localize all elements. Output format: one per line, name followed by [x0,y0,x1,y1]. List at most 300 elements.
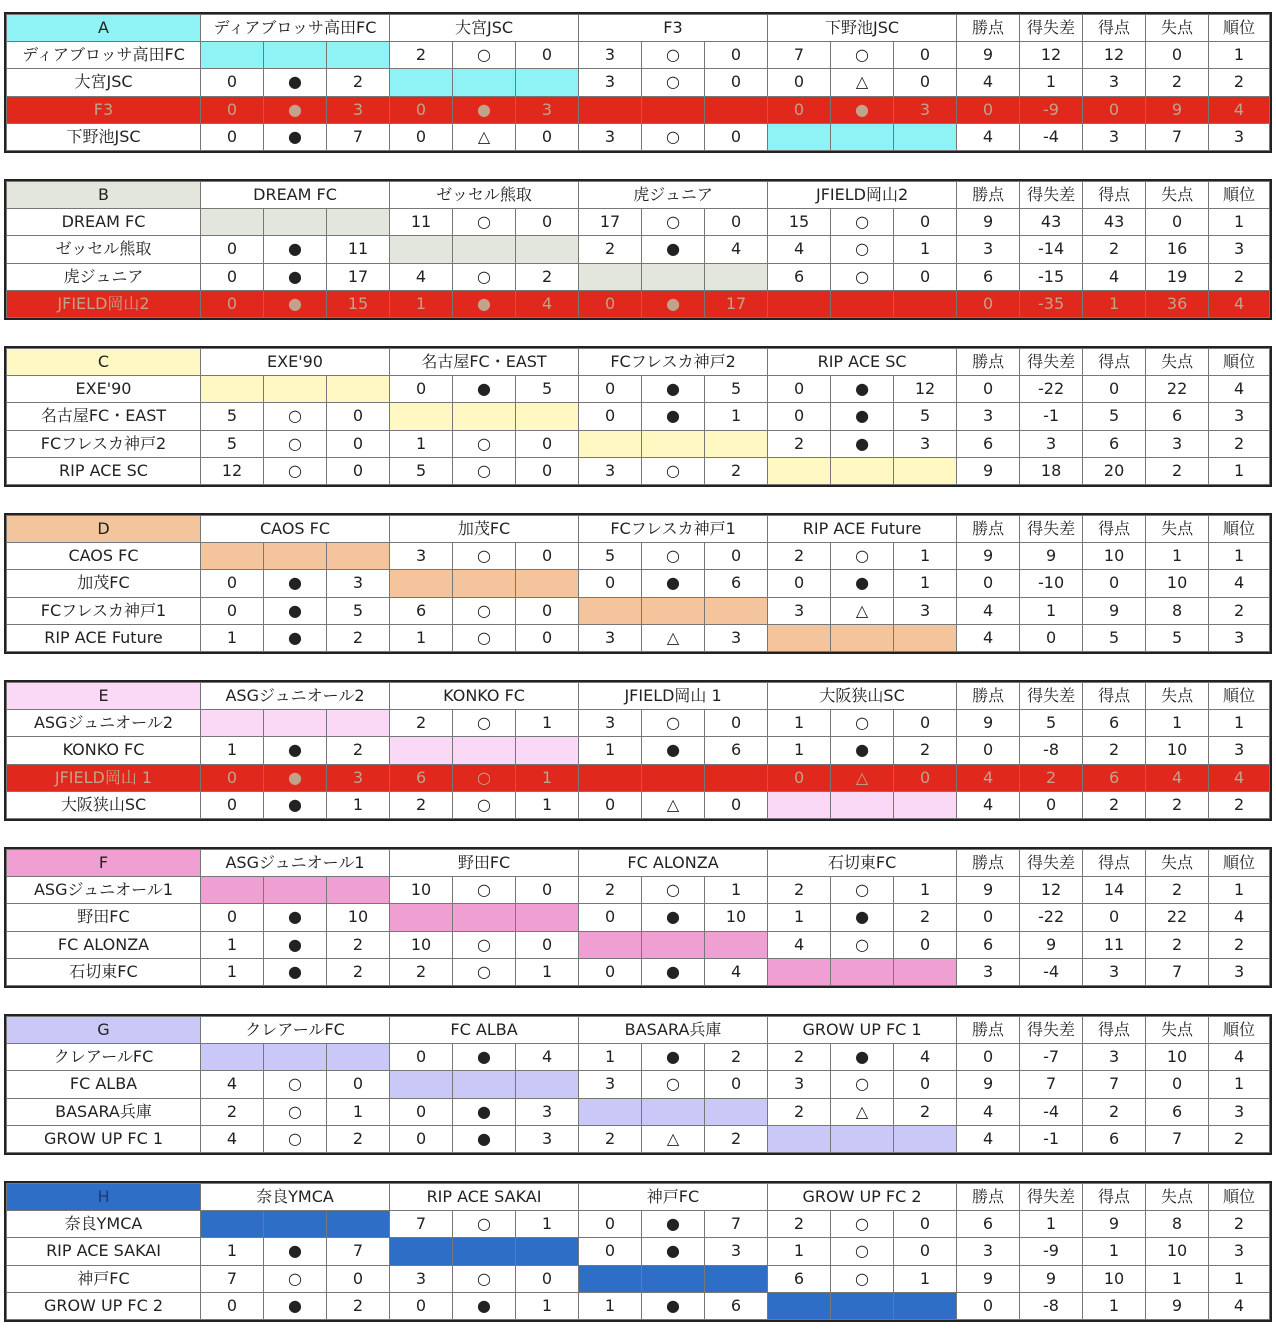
stat-value: -22 [1020,376,1083,403]
result-mark: ○ [264,430,327,457]
result-mark: ● [831,904,894,931]
stat-value: 0 [1146,1071,1209,1098]
stat-value: 3 [1209,123,1270,150]
result-mark: △ [453,123,516,150]
goals-against: 0 [516,931,579,958]
opponent-header: RIP ACE SC [768,349,957,376]
opponent-header: ディアブロッサ高田FC [201,15,390,42]
team-name: 加茂FC [7,570,201,597]
group-name: A [7,15,201,42]
stat-value: 0 [1083,96,1146,123]
self-match-cell [516,1238,579,1265]
stat-header: 順位 [1209,850,1270,877]
goals-against: 0 [705,543,768,570]
stat-value: 6 [957,263,1020,290]
self-match-cell [264,1211,327,1238]
self-match-cell [264,376,327,403]
goals-for: 0 [768,570,831,597]
stat-value: 0 [957,96,1020,123]
goals-against: 0 [705,209,768,236]
goals-for: 1 [579,1044,642,1071]
stat-header: 勝点 [957,516,1020,543]
team-name: EXE'90 [7,376,201,403]
team-name: 奈良YMCA [7,1211,201,1238]
stat-value: 7 [1020,1071,1083,1098]
self-match-cell [327,376,390,403]
self-match-cell [768,958,831,985]
team-row [7,1071,1270,1098]
team-row [7,1044,1270,1071]
stat-header: 勝点 [957,15,1020,42]
team-row [7,1238,1270,1265]
result-mark: ● [642,1292,705,1319]
team-name: CAOS FC [7,543,201,570]
goals-against: 2 [327,1125,390,1152]
result-mark: ● [831,1044,894,1071]
result-mark: ● [642,904,705,931]
goals-for: 7 [390,1211,453,1238]
team-row [7,710,1270,737]
result-mark: ● [453,96,516,123]
team-name: JFIELD岡山 1 [7,764,201,791]
stat-value: 4 [1209,570,1270,597]
goals-for: 4 [390,263,453,290]
stat-value: 5 [1146,624,1209,651]
result-mark: ● [264,1292,327,1319]
opponent-header: クレアールFC [201,1017,390,1044]
team-row [7,791,1270,818]
team-row [7,96,1270,123]
goals-against: 3 [705,1238,768,1265]
team-row [7,877,1270,904]
opponent-header: FCフレスカ神戸1 [579,516,768,543]
self-match-cell [831,791,894,818]
team-row [7,1292,1270,1319]
stat-value: 2 [1083,236,1146,263]
self-match-cell [390,1238,453,1265]
team-name: FCフレスカ神戸1 [7,597,201,624]
goals-against: 7 [327,1238,390,1265]
goals-for: 0 [579,376,642,403]
stat-value: 1 [1083,1292,1146,1319]
stat-value: -9 [1020,1238,1083,1265]
goals-for: 15 [768,209,831,236]
result-mark: ● [264,236,327,263]
result-mark: ● [264,624,327,651]
self-match-cell [453,570,516,597]
stat-value: 4 [957,1125,1020,1152]
stat-header: 失点 [1146,1184,1209,1211]
self-match-cell [642,764,705,791]
stat-value: 20 [1083,457,1146,484]
stat-header: 勝点 [957,850,1020,877]
result-mark: ○ [453,1265,516,1292]
self-match-cell [264,42,327,69]
stat-value: 0 [1020,624,1083,651]
result-mark: ○ [642,1071,705,1098]
result-mark: △ [831,1098,894,1125]
stat-value: 9 [1020,931,1083,958]
stat-value: 11 [1083,931,1146,958]
goals-for: 1 [201,1238,264,1265]
self-match-cell [201,1044,264,1071]
stat-value: -14 [1020,236,1083,263]
stat-value: 3 [1209,958,1270,985]
stat-value: 10 [1083,543,1146,570]
goals-against: 2 [894,737,957,764]
stat-value: 4 [1209,1292,1270,1319]
self-match-cell [894,123,957,150]
stat-value: 9 [1083,1211,1146,1238]
goals-for: 0 [579,403,642,430]
goals-against: 0 [516,624,579,651]
stat-value: 10 [1146,1238,1209,1265]
goals-against: 2 [327,958,390,985]
group-header-row [7,349,1270,376]
stat-header: 順位 [1209,182,1270,209]
stat-value: 6 [957,1211,1020,1238]
stat-header: 得点 [1083,1017,1146,1044]
stat-value: -1 [1020,1125,1083,1152]
opponent-header: 大阪狭山SC [768,683,957,710]
self-match-cell [642,931,705,958]
goals-against: 1 [516,958,579,985]
self-match-cell [390,737,453,764]
stat-value: 3 [1209,1098,1270,1125]
goals-for: 0 [390,1125,453,1152]
goals-against: 5 [894,403,957,430]
goals-for: 3 [768,597,831,624]
goals-against: 4 [705,236,768,263]
stat-header: 得点 [1083,349,1146,376]
opponent-header: EXE'90 [201,349,390,376]
opponent-header: FCフレスカ神戸2 [579,349,768,376]
team-row [7,430,1270,457]
goals-for: 1 [201,737,264,764]
goals-against: 12 [894,376,957,403]
stat-value: 7 [1083,1071,1146,1098]
stat-value: 9 [1083,597,1146,624]
team-row [7,764,1270,791]
result-mark: ● [453,1098,516,1125]
group-grid [6,515,1270,652]
team-name: 下野池JSC [7,123,201,150]
stat-value: 12 [1020,42,1083,69]
team-row [7,123,1270,150]
stat-value: 9 [957,457,1020,484]
result-mark: △ [642,1125,705,1152]
stat-value: 4 [957,123,1020,150]
result-mark: ○ [264,1125,327,1152]
goals-for: 1 [201,958,264,985]
team-name: GROW UP FC 1 [7,1125,201,1152]
stat-header: 得失差 [1020,182,1083,209]
goals-against: 0 [705,710,768,737]
goals-against: 10 [327,904,390,931]
self-match-cell [768,791,831,818]
opponent-header: GROW UP FC 2 [768,1184,957,1211]
result-mark: ● [264,96,327,123]
goals-against: 1 [516,764,579,791]
self-match-cell [453,737,516,764]
result-mark: ● [642,1211,705,1238]
group-table [4,680,1272,821]
opponent-header: DREAM FC [201,182,390,209]
result-mark: ● [264,597,327,624]
goals-for: 1 [768,1238,831,1265]
team-row [7,1098,1270,1125]
goals-against: 1 [516,1292,579,1319]
goals-for: 0 [579,570,642,597]
self-match-cell [642,1265,705,1292]
self-match-cell [768,1292,831,1319]
opponent-header: FC ALONZA [579,850,768,877]
goals-for: 1 [768,904,831,931]
self-match-cell [516,1071,579,1098]
goals-against: 1 [894,877,957,904]
result-mark: ○ [453,543,516,570]
stat-value: 0 [957,1044,1020,1071]
stat-value: 9 [957,42,1020,69]
stat-value: 3 [1209,737,1270,764]
result-mark: ● [831,737,894,764]
result-mark: ● [642,290,705,317]
stat-value: 6 [1083,430,1146,457]
stat-value: 2 [1020,764,1083,791]
self-match-cell [264,877,327,904]
result-mark: ● [453,376,516,403]
stat-value: 1 [1209,1071,1270,1098]
result-mark: ● [453,1125,516,1152]
goals-for: 1 [390,430,453,457]
stat-value: 43 [1020,209,1083,236]
goals-against: 3 [705,624,768,651]
goals-against: 0 [516,597,579,624]
goals-against: 1 [705,877,768,904]
goals-against: 4 [705,958,768,985]
stat-value: 3 [1209,624,1270,651]
goals-for: 6 [768,1265,831,1292]
stat-value: 18 [1020,457,1083,484]
result-mark: ○ [453,710,516,737]
stat-value: 1 [1083,290,1146,317]
self-match-cell [579,1265,642,1292]
goals-for: 0 [201,570,264,597]
result-mark: ● [264,69,327,96]
team-row [7,42,1270,69]
stat-value: -35 [1020,290,1083,317]
goals-for: 0 [201,1292,264,1319]
team-name: 名古屋FC・EAST [7,403,201,430]
team-name: 野田FC [7,904,201,931]
stat-value: 9 [957,209,1020,236]
goals-against: 4 [516,1044,579,1071]
goals-against: 0 [516,430,579,457]
team-name: ディアブロッサ高田FC [7,42,201,69]
goals-for: 0 [579,791,642,818]
goals-against: 0 [894,263,957,290]
self-match-cell [894,1125,957,1152]
self-match-cell [768,624,831,651]
result-mark: ○ [453,42,516,69]
result-mark: △ [831,69,894,96]
group-header-row [7,850,1270,877]
self-match-cell [831,1125,894,1152]
self-match-cell [642,96,705,123]
goals-for: 3 [768,1071,831,1098]
self-match-cell [831,1292,894,1319]
stat-value: 0 [957,737,1020,764]
goals-against: 0 [705,791,768,818]
stat-value: 6 [1083,710,1146,737]
result-mark: ● [831,570,894,597]
goals-for: 0 [579,904,642,931]
self-match-cell [579,1098,642,1125]
stat-value: 2 [1209,791,1270,818]
stat-value: -4 [1020,958,1083,985]
stat-value: -22 [1020,904,1083,931]
stat-value: 2 [1209,1211,1270,1238]
result-mark: ● [642,1044,705,1071]
result-mark: ○ [642,457,705,484]
self-match-cell [201,543,264,570]
stat-value: 4 [1209,764,1270,791]
goals-against: 0 [516,42,579,69]
self-match-cell [894,958,957,985]
stat-value: 4 [957,791,1020,818]
goals-for: 2 [579,1125,642,1152]
goals-for: 1 [390,290,453,317]
goals-against: 6 [705,1292,768,1319]
group-grid [6,181,1270,318]
stat-value: 0 [957,904,1020,931]
stat-value: 8 [1146,1211,1209,1238]
stat-value: 9 [957,543,1020,570]
team-name: RIP ACE SAKAI [7,1238,201,1265]
goals-against: 7 [705,1211,768,1238]
stat-value: 6 [1083,1125,1146,1152]
result-mark: ● [264,263,327,290]
self-match-cell [453,69,516,96]
self-match-cell [453,403,516,430]
group-name: G [7,1017,201,1044]
stat-value: 2 [1209,69,1270,96]
goals-against: 3 [327,764,390,791]
stat-value: 2 [1146,931,1209,958]
self-match-cell [768,123,831,150]
result-mark: ● [642,737,705,764]
goals-for: 6 [768,263,831,290]
team-name: GROW UP FC 2 [7,1292,201,1319]
stat-value: 1 [1146,710,1209,737]
team-name: F3 [7,96,201,123]
goals-for: 1 [201,624,264,651]
goals-against: 1 [894,570,957,597]
stat-value: 2 [1083,791,1146,818]
goals-against: 11 [327,236,390,263]
goals-for: 0 [390,1044,453,1071]
goals-for: 0 [768,376,831,403]
self-match-cell [642,430,705,457]
result-mark: ● [264,123,327,150]
stat-header: 得点 [1083,15,1146,42]
self-match-cell [768,457,831,484]
group-name: C [7,349,201,376]
self-match-cell [705,931,768,958]
result-mark: ○ [642,877,705,904]
stat-value: 0 [1083,376,1146,403]
stat-header: 勝点 [957,182,1020,209]
self-match-cell [831,457,894,484]
opponent-header: JFIELD岡山 1 [579,683,768,710]
self-match-cell [516,403,579,430]
stat-value: 1 [1209,543,1270,570]
goals-against: 1 [516,710,579,737]
result-mark: ○ [453,931,516,958]
stat-value: 1 [1020,1211,1083,1238]
result-mark: ○ [453,764,516,791]
stat-header: 失点 [1146,516,1209,543]
self-match-cell [516,69,579,96]
self-match-cell [705,430,768,457]
stat-value: 1 [1209,1265,1270,1292]
self-match-cell [768,1125,831,1152]
result-mark: ○ [453,597,516,624]
goals-against: 0 [894,1071,957,1098]
result-mark: ● [642,376,705,403]
result-mark: ○ [642,42,705,69]
stat-header: 勝点 [957,683,1020,710]
stat-value: 0 [1083,570,1146,597]
goals-for: 3 [579,123,642,150]
goals-for: 0 [390,1292,453,1319]
self-match-cell [516,737,579,764]
goals-against: 3 [894,430,957,457]
result-mark: ○ [453,958,516,985]
goals-against: 17 [327,263,390,290]
goals-for: 0 [579,1211,642,1238]
result-mark: ● [642,958,705,985]
goals-against: 0 [327,403,390,430]
self-match-cell [579,96,642,123]
stat-header: 失点 [1146,1017,1209,1044]
goals-against: 2 [327,737,390,764]
self-match-cell [516,904,579,931]
goals-against: 1 [894,543,957,570]
goals-for: 0 [768,403,831,430]
self-match-cell [894,791,957,818]
self-match-cell [579,931,642,958]
opponent-header: CAOS FC [201,516,390,543]
stat-value: 1 [1083,1238,1146,1265]
group-table [4,12,1272,153]
stat-value: 12 [1020,877,1083,904]
stat-value: 1 [1020,69,1083,96]
stat-value: 7 [1146,1125,1209,1152]
goals-against: 0 [516,457,579,484]
result-mark: ○ [264,457,327,484]
stat-value: 9 [957,710,1020,737]
goals-against: 4 [894,1044,957,1071]
stat-value: 6 [1146,403,1209,430]
stat-value: 1 [1209,42,1270,69]
result-mark: ● [642,236,705,263]
team-row [7,904,1270,931]
self-match-cell [327,1044,390,1071]
goals-for: 2 [768,877,831,904]
goals-for: 4 [768,236,831,263]
goals-against: 1 [705,403,768,430]
